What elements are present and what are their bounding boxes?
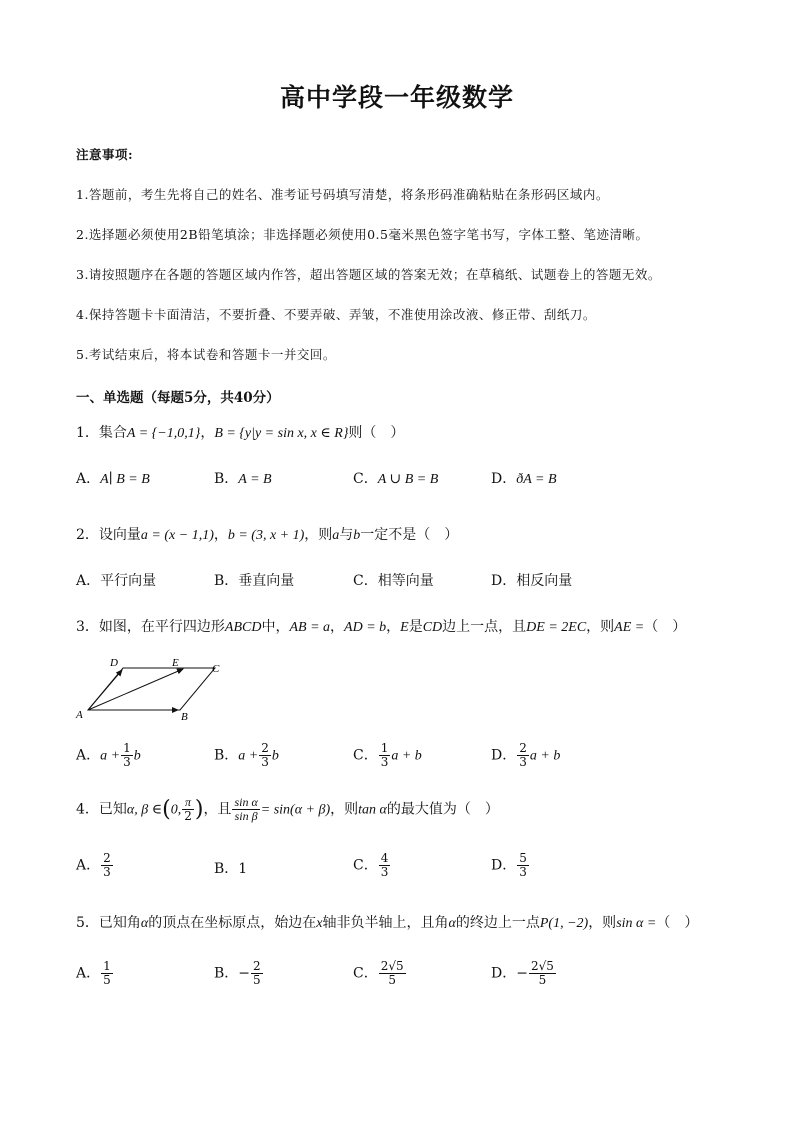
fraction-den: 3	[519, 865, 527, 879]
q5-x: x	[316, 916, 323, 931]
q2-vector-b: b = (3, x + 1)	[227, 528, 305, 543]
fraction-num: 2	[261, 741, 269, 755]
option-label: D．	[491, 747, 517, 764]
option-label: D．	[491, 857, 517, 874]
q4-pi-over-2	[182, 796, 194, 823]
notice-item-5: 5.考试结束后，将本试卷和答题卡一并交回。	[76, 347, 336, 362]
option-label: D．	[491, 965, 517, 982]
option-label: B．	[214, 861, 239, 877]
option-label: C．	[353, 857, 378, 874]
fraction-den: 3	[380, 865, 389, 879]
option-label: C．	[353, 747, 378, 764]
option-pre: a +	[100, 748, 121, 764]
q5-option-d[interactable]	[491, 960, 557, 987]
q5-suffix: （ ）	[656, 915, 699, 931]
question-5	[76, 912, 698, 932]
option-fraction	[517, 742, 529, 769]
notice-item-1: 1.答题前，考生先将自己的姓名、准考证号码填写清楚，将条形码准确粘贴在条形码区域内。	[76, 187, 609, 202]
fraction-num: 5	[519, 851, 527, 865]
q4-text: ，且	[203, 801, 232, 818]
q2-b: b	[353, 528, 361, 543]
q4-suffix: 的最大值为（ ）	[386, 801, 499, 818]
q3-option-d[interactable]	[491, 742, 560, 769]
q5-option-b[interactable]	[214, 960, 264, 987]
option-label: B．	[214, 965, 239, 982]
option-label: B．	[214, 747, 239, 764]
q3-prefix: 3．如图，在平行四边形	[76, 619, 225, 635]
q2-and: 与	[339, 527, 354, 543]
q4-option-a[interactable]	[76, 852, 114, 879]
option-fraction	[101, 960, 113, 987]
option-fraction	[379, 742, 391, 769]
section-heading: 一、单选题（每题5分，共40分）	[76, 390, 280, 406]
option-label: A．	[76, 471, 101, 487]
q5-text: 的顶点在坐标原点，始边在	[148, 915, 317, 931]
q3-condition: DE = 2EC	[526, 620, 587, 635]
fraction-num: 2	[253, 959, 261, 973]
option-text: A ∪ B = B	[377, 472, 439, 487]
option-label: C．	[353, 965, 378, 982]
q3-text: ，则	[586, 619, 615, 635]
q3-option-a[interactable]	[76, 742, 141, 769]
option-label: B．	[214, 471, 239, 487]
fraction-den: 2	[184, 809, 192, 823]
q3-side-cd: CD	[422, 620, 443, 635]
option-post: a + b	[529, 748, 561, 764]
q2-option-b[interactable]: B．垂直向量	[214, 573, 295, 589]
q1-option-a[interactable]	[76, 468, 150, 488]
fraction-num: 2√5	[530, 959, 554, 973]
fraction-den: 5	[388, 973, 396, 987]
q3-parallelogram: ABCD	[224, 620, 262, 635]
q1-option-c[interactable]	[353, 468, 438, 488]
option-text: ðA = B	[516, 472, 557, 487]
q2-sep: ，	[213, 527, 228, 543]
fraction-den: 5	[538, 973, 547, 987]
option-label: A．	[76, 857, 101, 874]
q5-option-a[interactable]	[76, 960, 114, 987]
option-label: D．	[491, 471, 517, 487]
q1-sep: ，	[200, 425, 215, 441]
option-sign: −	[238, 965, 251, 982]
option-pre: a +	[238, 748, 259, 764]
q5-text: 的终边上一点	[455, 915, 540, 931]
q4-option-c[interactable]	[353, 852, 391, 879]
q4-equation: = sin(α + β)	[260, 802, 331, 818]
parallelogram-outline	[88, 668, 215, 710]
q3-point-e: E	[400, 620, 409, 635]
option-fraction	[379, 960, 406, 987]
option-text: A∣ B = B	[100, 472, 150, 487]
fraction-den: 3	[123, 755, 131, 769]
q2-a: a	[332, 528, 340, 543]
option-label: A．	[76, 747, 101, 764]
option-post: a + b	[391, 748, 422, 764]
q5-text: ，则	[588, 915, 617, 931]
vector-ae-arrow	[88, 669, 183, 710]
option-fraction	[517, 852, 529, 879]
label-e: E	[172, 657, 179, 669]
q5-point: P(1, −2)	[539, 916, 589, 931]
label-b: B	[181, 711, 188, 723]
notice-item-3: 3.请按照题序在各题的答题区域内作答，超出答题区域的答案无效；在草稿纸、试题卷上的答题无效。	[76, 267, 661, 282]
fraction-den: 3	[519, 755, 527, 769]
question-4	[76, 796, 499, 823]
option-fraction	[121, 742, 133, 769]
option-text: 1	[238, 861, 248, 877]
q3-text: ，	[386, 619, 401, 635]
fraction-den: 3	[103, 865, 111, 879]
fraction-num: 4	[380, 851, 389, 865]
q5-prefix: 5．已知角	[76, 915, 141, 931]
q4-sin-ratio	[232, 796, 259, 823]
q2-mid: ，则	[304, 527, 333, 543]
option-label: A．	[76, 965, 101, 982]
q3-text: 是	[408, 619, 423, 635]
option-post: b	[271, 748, 279, 764]
q1-option-b[interactable]	[214, 468, 272, 488]
option-label: C．	[353, 471, 378, 487]
option-text: A = B	[238, 472, 272, 487]
q5-text: 轴非负半轴上，且角	[322, 915, 449, 931]
q4-interval: 0,	[170, 802, 182, 818]
option-post: b	[133, 748, 141, 764]
question-3	[76, 616, 686, 636]
option-fraction	[101, 852, 113, 879]
q1-set-a: A = {−1,0,1}	[126, 426, 201, 441]
fraction-num: π	[182, 796, 194, 810]
q2-option-c[interactable]: C．相等向量	[353, 573, 434, 589]
fraction-num: 2√5	[380, 959, 404, 973]
q4-text: ，则	[330, 801, 359, 818]
fraction-num: 2	[103, 851, 111, 865]
fraction-num: 1	[103, 959, 111, 973]
q4-paren-left: (	[162, 797, 171, 822]
label-c: C	[212, 663, 220, 675]
fraction-den: 3	[261, 755, 269, 769]
fraction-den: 5	[253, 973, 261, 987]
q1-option-d[interactable]	[491, 468, 557, 488]
q2-vector-a: a = (x − 1,1)	[140, 528, 214, 543]
question-2	[76, 524, 458, 544]
q5-option-c[interactable]	[353, 960, 407, 987]
parallelogram-figure	[70, 652, 230, 724]
q3-option-c[interactable]	[353, 742, 422, 769]
q3-vector-ab: AB = a	[289, 620, 331, 635]
q2-option-d[interactable]: D．相反向量	[491, 573, 573, 589]
q4-option-d[interactable]	[491, 852, 530, 879]
q4-option-b[interactable]	[214, 858, 247, 878]
vector-ad-arrow	[88, 670, 122, 710]
q3-text: 边上一点，且	[442, 619, 527, 635]
fraction-num: 1	[380, 741, 389, 755]
q4-range: α, β ∈	[126, 802, 163, 818]
option-fraction	[259, 742, 271, 769]
q3-text: ，	[330, 619, 345, 635]
q1-prefix: 1．集合	[76, 425, 127, 441]
q3-vector-ad: AD = b	[344, 620, 387, 635]
q4-tan: tan α	[358, 802, 387, 818]
q4-paren-right: )	[194, 797, 204, 822]
q5-sin: sin α =	[616, 916, 657, 931]
q1-suffix: 则（ ）	[348, 425, 405, 441]
fraction-den: sin β	[234, 809, 258, 823]
fraction-num: 1	[123, 741, 131, 755]
notice-item-4: 4.保持答题卡卡面清洁，不要折叠、不要弄破、弄皱，不准使用涂改液、修正带、刮纸刀。	[76, 307, 596, 322]
fraction-num: 2	[519, 741, 527, 755]
option-fraction	[529, 960, 556, 987]
q3-text: 中，	[261, 619, 290, 635]
question-1	[76, 422, 404, 442]
q1-set-b: B = {y|y = sin x, x ∈ R}	[214, 426, 349, 441]
fraction-den: 5	[103, 973, 111, 987]
option-sign: −	[516, 965, 528, 982]
fraction-den: 3	[380, 755, 389, 769]
notice-heading: 注意事项:	[76, 147, 134, 162]
q2-option-a[interactable]: A．平行向量	[76, 573, 157, 589]
q4-prefix: 4．已知	[76, 801, 127, 818]
q3-vector-ae: AE =	[614, 620, 645, 635]
option-fraction	[379, 852, 391, 879]
q5-alpha: α	[448, 916, 456, 931]
label-d: D	[110, 657, 118, 669]
fraction-num: sin α	[234, 795, 258, 809]
q2-prefix: 2．设向量	[76, 527, 141, 543]
notice-item-2: 2.选择题必须使用2B铅笔填涂；非选择题必须使用0.5毫米黑色签字笔书写，字体工整、笔迹清晰。	[76, 227, 649, 242]
q3-option-b[interactable]	[214, 742, 279, 769]
option-fraction	[251, 960, 263, 987]
label-a: A	[76, 709, 83, 721]
q5-alpha: α	[140, 916, 149, 931]
q3-suffix: （ ）	[644, 619, 687, 635]
exam-title: 高中学段一年级数学	[279, 83, 514, 112]
q2-suffix: 一定不是（ ）	[360, 527, 459, 543]
